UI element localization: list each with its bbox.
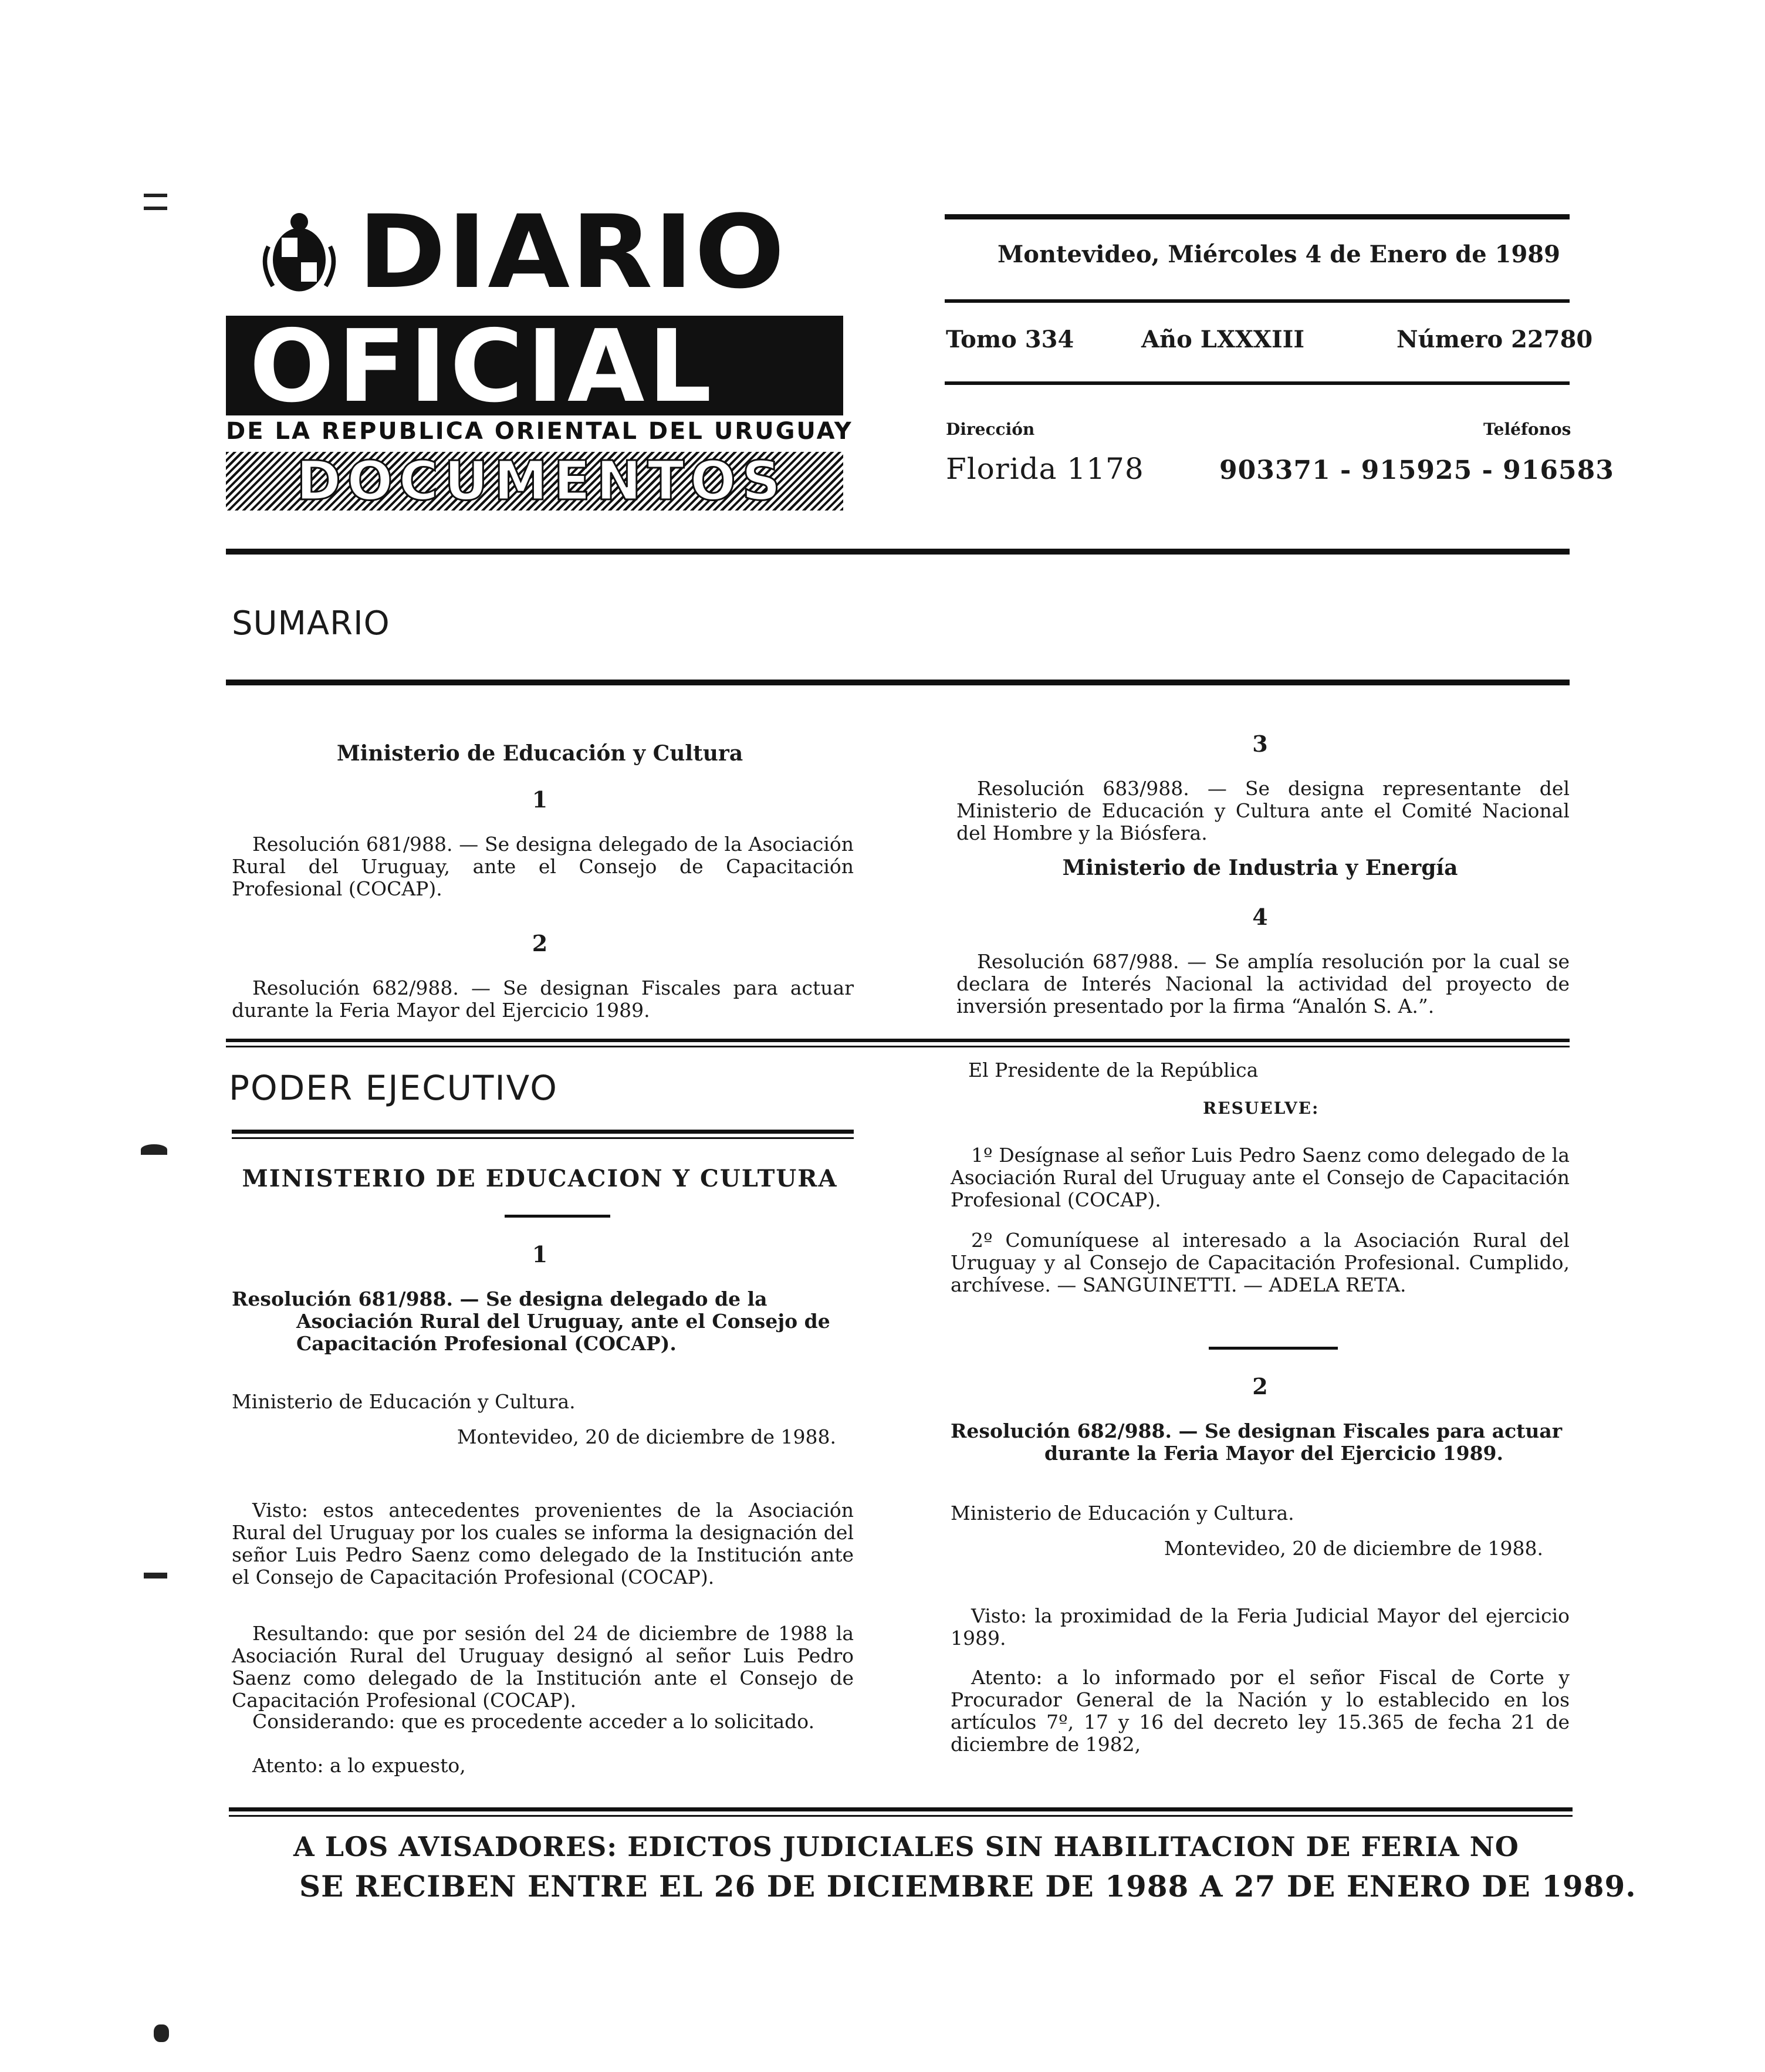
sumario-item-2: Resolución 682/988. — Se designan Fiscales para actuar durante la Feria Mayor del Ejercicio 1989. [232,976,854,1022]
res1-num: 1 [532,1241,548,1267]
masthead-diario [226,193,843,311]
poder-ejecutivo-title: PODER EJECUTIVO [229,1068,558,1108]
masthead-title-oficial: OFICIAL [249,309,715,425]
res2-num: 2 [1252,1373,1268,1400]
sumario-item-1-num: 1 [532,786,548,813]
masthead [226,193,853,512]
notice-line-1: A LOS AVISADORES: EDICTOS JUDICIALES SIN HABILITACION DE FERIA NO [293,1831,1519,1863]
sumario-ministry-industria: Ministerio de Industria y Energía [1062,856,1458,880]
short-rule-1 [505,1215,610,1218]
rule-bottom-2 [229,1815,1573,1817]
direccion: Florida 1178 [946,452,1144,486]
scan-mark [144,207,167,210]
masthead-documentos-label: DOCUMENTOS [296,449,787,512]
res1-visto: Visto: estos antecedentes provenientes de la Asociación Rural del Uruguay por los cuales se informa la designación del señor Luis Pedro Saenz como delegado de la Institución ante el Consejo de Capacitación Profesional (COCAP). [232,1499,854,1588]
header-rule-3 [945,381,1570,385]
res1-atento: Atento: a lo expuesto, [252,1754,466,1777]
anio: Año LXXXIII [1141,326,1305,353]
rule-sumario-bottom-2 [226,1046,1570,1047]
notice-line-2: SE RECIBEN ENTRE EL 26 DE DICIEMBRE DE 1988 A 27 DE ENERO DE 1989. [299,1869,1636,1904]
sumario-item-3-num: 3 [1252,731,1268,757]
res1-considerando: Considerando: que es procedente acceder a lo solicitado. [252,1710,815,1733]
rule-sumario [226,680,1570,685]
header-rule-top [945,214,1570,219]
header-rule-2 [945,299,1570,303]
issue-date: Montevideo, Miércoles 4 de Enero de 1989 [998,241,1560,268]
coat-of-arms-icon [255,211,343,299]
rule-poder-1 [232,1130,854,1134]
res2-atento: Atento: a lo informado por el señor Fiscal de Corte y Procurador General de la Nación y lo establecido en los artículos 7º, 17 y 16 del decreto ley 15.365 de fecha 21 de diciembre de 1982, [951,1666,1570,1756]
ministry-heading: MINISTERIO DE EDUCACION Y CULTURA [242,1165,838,1192]
masthead-title-diario: DIARIO [358,193,786,311]
rule-masthead-bottom [226,549,1570,555]
sumario-item-4-num: 4 [1252,904,1268,930]
res1-ministry: Ministerio de Educación y Cultura. [232,1390,576,1413]
scan-mark [141,1144,167,1155]
sumario-item-3: Resolución 683/988. — Se designa representante del Ministerio de Educación y Cultura ante el Comité Nacional del Hombre y la Biósfera. [956,777,1570,844]
telefonos-label: Teléfonos [1483,420,1571,439]
res2-ministry: Ministerio de Educación y Cultura. [951,1502,1294,1525]
short-rule-2 [1209,1347,1338,1350]
telefonos: 903371 - 915925 - 916583 [1219,455,1614,485]
sumario-ministry-educacion: Ministerio de Educación y Cultura [336,741,743,766]
sumario-item-1: Resolución 681/988. — Se designa delegado de la Asociación Rural del Uruguay, ante el Consejo de Capacitación Profesional (COCAP). [232,833,854,900]
scan-mark [144,1573,167,1578]
sumario-item-2-num: 2 [532,930,548,956]
scan-mark [154,2024,169,2042]
res2-date: Montevideo, 20 de diciembre de 1988. [1164,1537,1543,1560]
resuelve: RESUELVE: [1203,1098,1320,1118]
scan-mark [144,194,167,197]
resuelve-p1: 1º Desígnase al señor Luis Pedro Saenz como delegado de la Asociación Rural del Uruguay ante el Consejo de Capacitación Profesional (COCAP). [951,1144,1570,1211]
res2-visto: Visto: la proximidad de la Feria Judicial Mayor del ejercicio 1989. [951,1604,1570,1650]
numero: Número 22780 [1397,326,1593,353]
sumario-item-4: Resolución 687/988. — Se amplía resolución por la cual se declara de Interés Nacional la actividad del proyecto de inversión presentado por la firma “Analón S. A.”. [956,950,1570,1018]
res1-resultando: Resultando: que por sesión del 24 de diciembre de 1988 la Asociación Rural del Uruguay designó al señor Luis Pedro Saenz como delegado de la Institución ante el Consejo de Capacitación Profesional (COCAP). [232,1622,854,1712]
direccion-label: Dirección [946,420,1035,439]
rule-poder-2 [232,1137,854,1139]
res2-heading: Resolución 682/988. — Se designan Fiscales para actuar durante la Feria Mayor del Ejercicio 1989. [951,1419,1563,1465]
res1-date: Montevideo, 20 de diciembre de 1988. [457,1425,836,1448]
rule-sumario-bottom [226,1039,1570,1042]
masthead-subtitle: DE LA REPUBLICA ORIENTAL DEL URUGUAY [226,418,853,445]
tomo: Tomo 334 [946,326,1074,353]
presidente: El Presidente de la República [968,1059,1259,1081]
rule-bottom-1 [229,1807,1573,1811]
sumario-title: SUMARIO [232,604,390,643]
resuelve-p2: 2º Comuníquese al interesado a la Asociación Rural del Uruguay y al Consejo de Capacitación Profesional. Cumplido, archívese. — SANGUINETTI. — ADELA RETA. [951,1229,1570,1296]
res1-heading: Resolución 681/988. — Se designa delegado de la Asociación Rural del Uruguay, ante el Consejo de Capacitación Profesional (COCAP). [232,1287,830,1355]
